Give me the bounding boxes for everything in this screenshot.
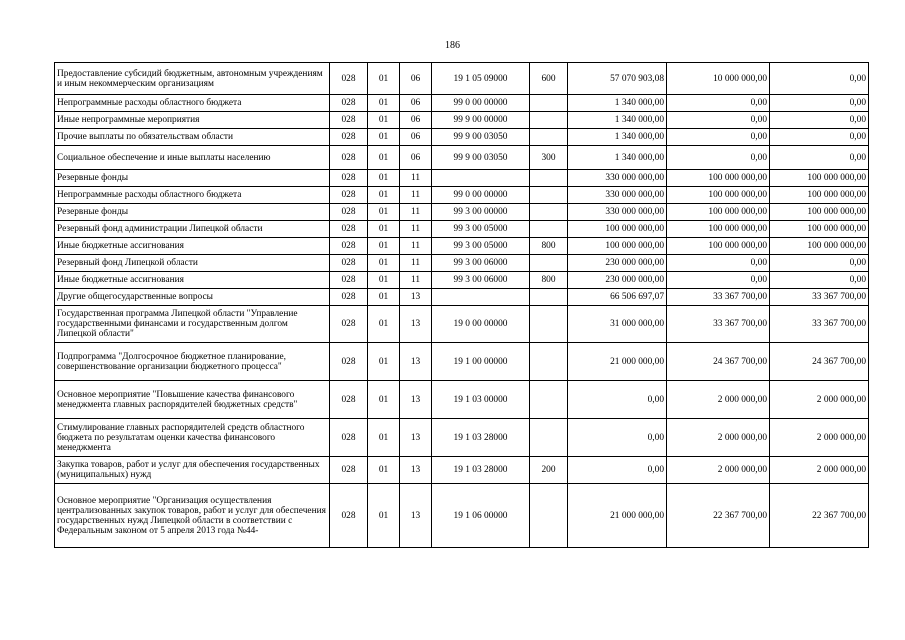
amount-year-3: 100 000 000,00 xyxy=(770,221,869,238)
target-article-code: 99 3 00 00000 xyxy=(432,204,530,221)
expense-type-code: 800 xyxy=(530,272,568,289)
table-row xyxy=(55,381,869,419)
amount-year-1: 1 340 000,00 xyxy=(568,95,667,112)
amount-year-3: 0,00 xyxy=(770,146,869,170)
target-article-code: 19 0 00 00000 xyxy=(432,306,530,343)
expense-type-code xyxy=(530,289,568,306)
amount-year-2: 0,00 xyxy=(667,95,770,112)
table-row xyxy=(55,419,869,457)
gr-code: 028 xyxy=(330,170,368,187)
podrazdel-code: 13 xyxy=(400,457,432,484)
razdel-code: 01 xyxy=(368,343,400,381)
expense-type-code: 600 xyxy=(530,63,568,95)
razdel-code: 01 xyxy=(368,306,400,343)
table-row xyxy=(55,238,869,255)
amount-year-2: 33 367 700,00 xyxy=(667,289,770,306)
row-name: Другие общегосударственные вопросы xyxy=(55,289,330,306)
gr-code: 028 xyxy=(330,129,368,146)
amount-year-2: 100 000 000,00 xyxy=(667,204,770,221)
razdel-code: 01 xyxy=(368,204,400,221)
amount-year-2: 100 000 000,00 xyxy=(667,170,770,187)
gr-code: 028 xyxy=(330,484,368,548)
target-article-code: 99 9 00 03050 xyxy=(432,146,530,170)
amount-year-1: 21 000 000,00 xyxy=(568,343,667,381)
table-row xyxy=(55,221,869,238)
amount-year-1: 330 000 000,00 xyxy=(568,204,667,221)
amount-year-2: 100 000 000,00 xyxy=(667,187,770,204)
row-name: Основное мероприятие "Повышение качества финансового менеджмента главных распорядителей бюджетных средств" xyxy=(55,381,330,419)
target-article-code: 99 3 00 05000 xyxy=(432,238,530,255)
expense-type-code: 300 xyxy=(530,146,568,170)
expense-type-code xyxy=(530,187,568,204)
amount-year-2: 22 367 700,00 xyxy=(667,484,770,548)
podrazdel-code: 11 xyxy=(400,170,432,187)
expense-type-code xyxy=(530,419,568,457)
podrazdel-code: 13 xyxy=(400,381,432,419)
amount-year-3: 2 000 000,00 xyxy=(770,419,869,457)
expense-type-code xyxy=(530,255,568,272)
row-name: Предоставление субсидий бюджетным, автономным учреждениям и иным некоммерческим организациям xyxy=(55,63,330,95)
target-article-code xyxy=(432,170,530,187)
row-name: Социальное обеспечение и иные выплаты населению xyxy=(55,146,330,170)
row-name: Прочие выплаты по обязательствам области xyxy=(55,129,330,146)
podrazdel-code: 13 xyxy=(400,306,432,343)
amount-year-1: 66 506 697,07 xyxy=(568,289,667,306)
row-name: Иные непрограммные мероприятия xyxy=(55,112,330,129)
amount-year-3: 100 000 000,00 xyxy=(770,238,869,255)
amount-year-3: 0,00 xyxy=(770,63,869,95)
podrazdel-code: 11 xyxy=(400,221,432,238)
amount-year-3: 0,00 xyxy=(770,129,869,146)
table-row xyxy=(55,95,869,112)
target-article-code: 19 1 06 00000 xyxy=(432,484,530,548)
budget-table xyxy=(54,62,869,548)
table-row xyxy=(55,484,869,548)
gr-code: 028 xyxy=(330,204,368,221)
row-name: Резервный фонд администрации Липецкой области xyxy=(55,221,330,238)
table-row xyxy=(55,112,869,129)
target-article-code: 19 1 03 00000 xyxy=(432,381,530,419)
amount-year-2: 0,00 xyxy=(667,272,770,289)
target-article-code: 99 9 00 03050 xyxy=(432,129,530,146)
target-article-code: 99 0 00 00000 xyxy=(432,95,530,112)
razdel-code: 01 xyxy=(368,419,400,457)
table-row xyxy=(55,63,869,95)
amount-year-3: 100 000 000,00 xyxy=(770,204,869,221)
target-article-code: 99 3 00 05000 xyxy=(432,221,530,238)
amount-year-1: 1 340 000,00 xyxy=(568,129,667,146)
razdel-code: 01 xyxy=(368,484,400,548)
razdel-code: 01 xyxy=(368,272,400,289)
gr-code: 028 xyxy=(330,255,368,272)
razdel-code: 01 xyxy=(368,457,400,484)
gr-code: 028 xyxy=(330,272,368,289)
expense-type-code xyxy=(530,112,568,129)
row-name: Резервный фонд Липецкой области xyxy=(55,255,330,272)
target-article-code: 99 0 00 00000 xyxy=(432,187,530,204)
expense-type-code xyxy=(530,306,568,343)
amount-year-2: 2 000 000,00 xyxy=(667,381,770,419)
row-name: Резервные фонды xyxy=(55,204,330,221)
target-article-code: 99 3 00 06000 xyxy=(432,255,530,272)
amount-year-2: 33 367 700,00 xyxy=(667,306,770,343)
podrazdel-code: 06 xyxy=(400,95,432,112)
amount-year-1: 330 000 000,00 xyxy=(568,187,667,204)
podrazdel-code: 11 xyxy=(400,204,432,221)
podrazdel-code: 13 xyxy=(400,343,432,381)
amount-year-1: 57 070 903,08 xyxy=(568,63,667,95)
expense-type-code: 800 xyxy=(530,238,568,255)
amount-year-3: 0,00 xyxy=(770,255,869,272)
amount-year-3: 100 000 000,00 xyxy=(770,187,869,204)
row-name: Подпрограмма "Долгосрочное бюджетное планирование, совершенствование организации бюджетного процесса" xyxy=(55,343,330,381)
amount-year-1: 230 000 000,00 xyxy=(568,255,667,272)
amount-year-3: 0,00 xyxy=(770,272,869,289)
amount-year-3: 24 367 700,00 xyxy=(770,343,869,381)
target-article-code: 99 9 00 00000 xyxy=(432,112,530,129)
podrazdel-code: 06 xyxy=(400,63,432,95)
target-article-code: 19 1 03 28000 xyxy=(432,419,530,457)
table-row xyxy=(55,170,869,187)
gr-code: 028 xyxy=(330,112,368,129)
amount-year-1: 1 340 000,00 xyxy=(568,146,667,170)
table-row xyxy=(55,457,869,484)
amount-year-1: 100 000 000,00 xyxy=(568,221,667,238)
amount-year-3: 2 000 000,00 xyxy=(770,457,869,484)
amount-year-2: 0,00 xyxy=(667,255,770,272)
row-name: Резервные фонды xyxy=(55,170,330,187)
amount-year-1: 0,00 xyxy=(568,457,667,484)
row-name: Иные бюджетные ассигнования xyxy=(55,272,330,289)
target-article-code: 99 3 00 06000 xyxy=(432,272,530,289)
amount-year-1: 1 340 000,00 xyxy=(568,112,667,129)
amount-year-2: 0,00 xyxy=(667,146,770,170)
razdel-code: 01 xyxy=(368,146,400,170)
amount-year-2: 24 367 700,00 xyxy=(667,343,770,381)
table-row xyxy=(55,204,869,221)
gr-code: 028 xyxy=(330,289,368,306)
gr-code: 028 xyxy=(330,381,368,419)
table-row xyxy=(55,272,869,289)
expense-type-code xyxy=(530,484,568,548)
podrazdel-code: 06 xyxy=(400,129,432,146)
razdel-code: 01 xyxy=(368,381,400,419)
razdel-code: 01 xyxy=(368,129,400,146)
page-number: 186 xyxy=(445,40,460,51)
amount-year-3: 0,00 xyxy=(770,112,869,129)
podrazdel-code: 06 xyxy=(400,112,432,129)
table-row xyxy=(55,343,869,381)
table-row xyxy=(55,129,869,146)
podrazdel-code: 13 xyxy=(400,484,432,548)
razdel-code: 01 xyxy=(368,187,400,204)
table-row xyxy=(55,255,869,272)
expense-type-code xyxy=(530,343,568,381)
expense-type-code xyxy=(530,381,568,419)
amount-year-3: 0,00 xyxy=(770,95,869,112)
target-article-code: 19 1 05 09000 xyxy=(432,63,530,95)
gr-code: 028 xyxy=(330,146,368,170)
gr-code: 028 xyxy=(330,306,368,343)
gr-code: 028 xyxy=(330,238,368,255)
podrazdel-code: 13 xyxy=(400,289,432,306)
razdel-code: 01 xyxy=(368,289,400,306)
gr-code: 028 xyxy=(330,95,368,112)
amount-year-1: 31 000 000,00 xyxy=(568,306,667,343)
target-article-code xyxy=(432,289,530,306)
amount-year-2: 100 000 000,00 xyxy=(667,221,770,238)
amount-year-3: 33 367 700,00 xyxy=(770,289,869,306)
razdel-code: 01 xyxy=(368,238,400,255)
razdel-code: 01 xyxy=(368,63,400,95)
razdel-code: 01 xyxy=(368,221,400,238)
gr-code: 028 xyxy=(330,187,368,204)
row-name: Государственная программа Липецкой области "Управление государственными финансами и государственным долгом Липецкой области" xyxy=(55,306,330,343)
amount-year-1: 330 000 000,00 xyxy=(568,170,667,187)
gr-code: 028 xyxy=(330,343,368,381)
gr-code: 028 xyxy=(330,63,368,95)
row-name: Непрограммные расходы областного бюджета xyxy=(55,187,330,204)
expense-type-code xyxy=(530,204,568,221)
amount-year-3: 100 000 000,00 xyxy=(770,170,869,187)
podrazdel-code: 13 xyxy=(400,419,432,457)
amount-year-2: 100 000 000,00 xyxy=(667,238,770,255)
table-row xyxy=(55,187,869,204)
razdel-code: 01 xyxy=(368,112,400,129)
razdel-code: 01 xyxy=(368,255,400,272)
amount-year-3: 22 367 700,00 xyxy=(770,484,869,548)
podrazdel-code: 06 xyxy=(400,146,432,170)
row-name: Закупка товаров, работ и услуг для обеспечения государственных (муниципальных) нужд xyxy=(55,457,330,484)
amount-year-1: 0,00 xyxy=(568,419,667,457)
amount-year-2: 10 000 000,00 xyxy=(667,63,770,95)
gr-code: 028 xyxy=(330,221,368,238)
gr-code: 028 xyxy=(330,419,368,457)
table-row xyxy=(55,146,869,170)
amount-year-3: 33 367 700,00 xyxy=(770,306,869,343)
amount-year-2: 2 000 000,00 xyxy=(667,457,770,484)
amount-year-2: 0,00 xyxy=(667,129,770,146)
amount-year-1: 230 000 000,00 xyxy=(568,272,667,289)
expense-type-code xyxy=(530,170,568,187)
podrazdel-code: 11 xyxy=(400,255,432,272)
razdel-code: 01 xyxy=(368,170,400,187)
row-name: Стимулирование главных распорядителей средств областного бюджета по результатам оценки качества финансового менеджмента xyxy=(55,419,330,457)
expense-type-code xyxy=(530,221,568,238)
table-row xyxy=(55,306,869,343)
amount-year-2: 0,00 xyxy=(667,112,770,129)
row-name: Иные бюджетные ассигнования xyxy=(55,238,330,255)
table-body xyxy=(55,63,869,548)
podrazdel-code: 11 xyxy=(400,238,432,255)
razdel-code: 01 xyxy=(368,95,400,112)
podrazdel-code: 11 xyxy=(400,272,432,289)
row-name: Непрограммные расходы областного бюджета xyxy=(55,95,330,112)
amount-year-1: 21 000 000,00 xyxy=(568,484,667,548)
podrazdel-code: 11 xyxy=(400,187,432,204)
expense-type-code xyxy=(530,129,568,146)
amount-year-1: 0,00 xyxy=(568,381,667,419)
expense-type-code xyxy=(530,95,568,112)
gr-code: 028 xyxy=(330,457,368,484)
amount-year-3: 2 000 000,00 xyxy=(770,381,869,419)
amount-year-2: 2 000 000,00 xyxy=(667,419,770,457)
table-row xyxy=(55,289,869,306)
expense-type-code: 200 xyxy=(530,457,568,484)
amount-year-1: 100 000 000,00 xyxy=(568,238,667,255)
row-name: Основное мероприятие "Организация осуществления централизованных закупок товаров, работ и услуг для обеспечения государственных нужд Липецкой области в соответствии с Федеральным законом от 5 апреля 2013 года №44- xyxy=(55,484,330,548)
target-article-code: 19 1 03 28000 xyxy=(432,457,530,484)
target-article-code: 19 1 00 00000 xyxy=(432,343,530,381)
